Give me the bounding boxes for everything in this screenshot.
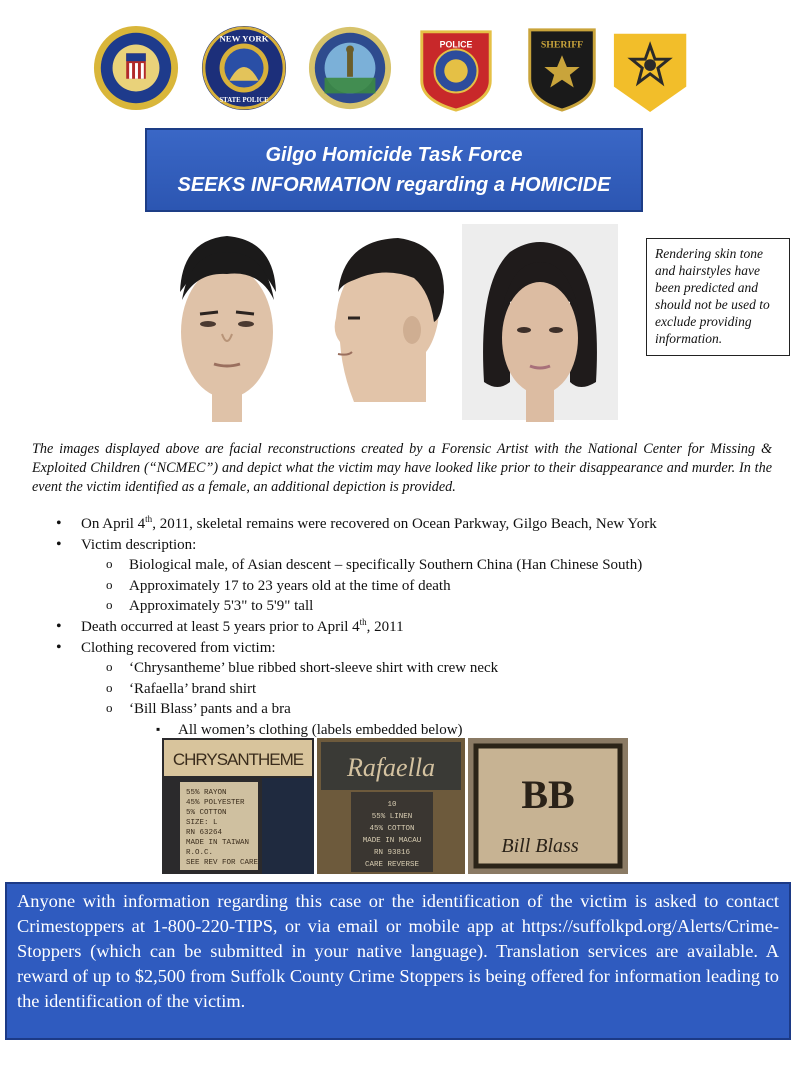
svg-text:10: 10	[387, 801, 397, 809]
list-item: o Biological male, of Asian descent – specifically Southern China (Han Chinese South)	[56, 555, 776, 576]
svg-text:45% COTTON: 45% COTTON	[369, 825, 415, 833]
list-item: • Victim description:	[56, 535, 776, 556]
list-item: o ‘Rafaella’ brand shirt	[56, 679, 776, 700]
svg-text:SEE REV FOR CARE: SEE REV FOR CARE	[186, 859, 259, 867]
rafaella-label-photo	[317, 738, 465, 874]
svg-text:BB: BB	[521, 772, 575, 817]
svg-text:5% COTTON: 5% COTTON	[186, 809, 227, 817]
svg-text:R.O.C.: R.O.C.	[186, 849, 214, 857]
facial-reconstruction-profile	[314, 222, 454, 422]
svg-text:MADE IN TAIWAN: MADE IN TAIWAN	[186, 839, 250, 847]
bill-blass-label-photo	[468, 738, 628, 874]
svg-text:STATE POLICE: STATE POLICE	[219, 97, 269, 105]
svg-text:SHERIFF: SHERIFF	[540, 39, 584, 51]
ny-state-police-seal-icon	[200, 22, 288, 114]
title-banner	[145, 128, 643, 212]
svg-text:45% POLYESTER: 45% POLYESTER	[186, 799, 245, 807]
svg-text:Bill Blass: Bill Blass	[501, 835, 579, 857]
svg-text:NEW YORK: NEW YORK	[219, 33, 269, 44]
list-item: o ‘Bill Blass’ pants and a bra	[56, 699, 776, 720]
svg-text:CHRYSANTHEME: CHRYSANTHEME	[172, 750, 304, 769]
svg-text:55% RAYON: 55% RAYON	[186, 789, 227, 797]
us-secret-service-badge-icon	[610, 22, 698, 114]
list-item: ▪ All women’s clothing (labels embedded below)	[56, 720, 776, 741]
svg-text:RN 93816: RN 93816	[373, 849, 411, 857]
district-attorney-seal-icon	[306, 22, 394, 114]
list-item: o ‘Chrysantheme’ blue ribbed short-sleeve shirt with crew neck	[56, 658, 776, 679]
fbi-seal-icon	[92, 22, 180, 114]
list-item: o Approximately 17 to 23 years old at the time of death	[56, 576, 776, 597]
contact-notice: Anyone with information regarding this case or the identification of the victim is asked to contact Crimestoppers at 1-800-220-TIPS, or via email or mobile app at https://suffolkpd.org/Alerts/Crime-Stoppers (which can be submitted in your native language). Translation services are available. A reward of up to $2,500 from Suffolk County Crime Stoppers is being offered for information leading to the identification of the victim.	[5, 882, 791, 1040]
reconstruction-caption: The images displayed above are facial reconstructions created by a Forensic Artist with the National Center for Missing & Exploited Children (“NCMEC”) and depict what the victim may have looked like prior to their disappearance and murder. In the event the victim identified as a female, an additional depiction is provided.	[32, 441, 772, 495]
list-item: • On April 4th, 2011, skeletal remains were recovered on Ocean Parkway, Gilgo Beach, New York	[56, 514, 776, 535]
svg-text:RN 63264: RN 63264	[186, 829, 223, 837]
seeks-information-heading: SEEKS INFORMATION regarding a HOMICIDE	[177, 174, 611, 196]
svg-text:Rafaella: Rafaella	[346, 753, 436, 782]
chrysantheme-label-photo	[162, 738, 314, 874]
svg-text:POLICE: POLICE	[439, 39, 473, 50]
svg-text:SIZE: L: SIZE: L	[186, 819, 218, 827]
svg-text:MADE IN MACAU: MADE IN MACAU	[362, 837, 422, 845]
list-item: • Death occurred at least 5 years prior to April 4th, 2011	[56, 617, 776, 638]
sheriff-badge-icon	[518, 22, 606, 114]
facial-reconstruction-female	[470, 222, 610, 422]
rendering-disclaimer: Rendering skin tone and hairstyles have been predicted and should not be used to exclude providing information.	[646, 238, 790, 356]
svg-text:55% LINEN: 55% LINEN	[371, 813, 413, 821]
facial-reconstruction-front	[162, 222, 292, 422]
list-item: • Clothing recovered from victim:	[56, 638, 776, 659]
task-force-title: Gilgo Homicide Task Force	[265, 144, 523, 166]
svg-text:CARE REVERSE: CARE REVERSE	[364, 861, 420, 869]
suffolk-police-patch-icon	[412, 22, 500, 114]
agency-seals-row	[0, 22, 800, 122]
list-item: o Approximately 5'3" to 5'9" tall	[56, 596, 776, 617]
case-facts-list	[56, 514, 776, 741]
